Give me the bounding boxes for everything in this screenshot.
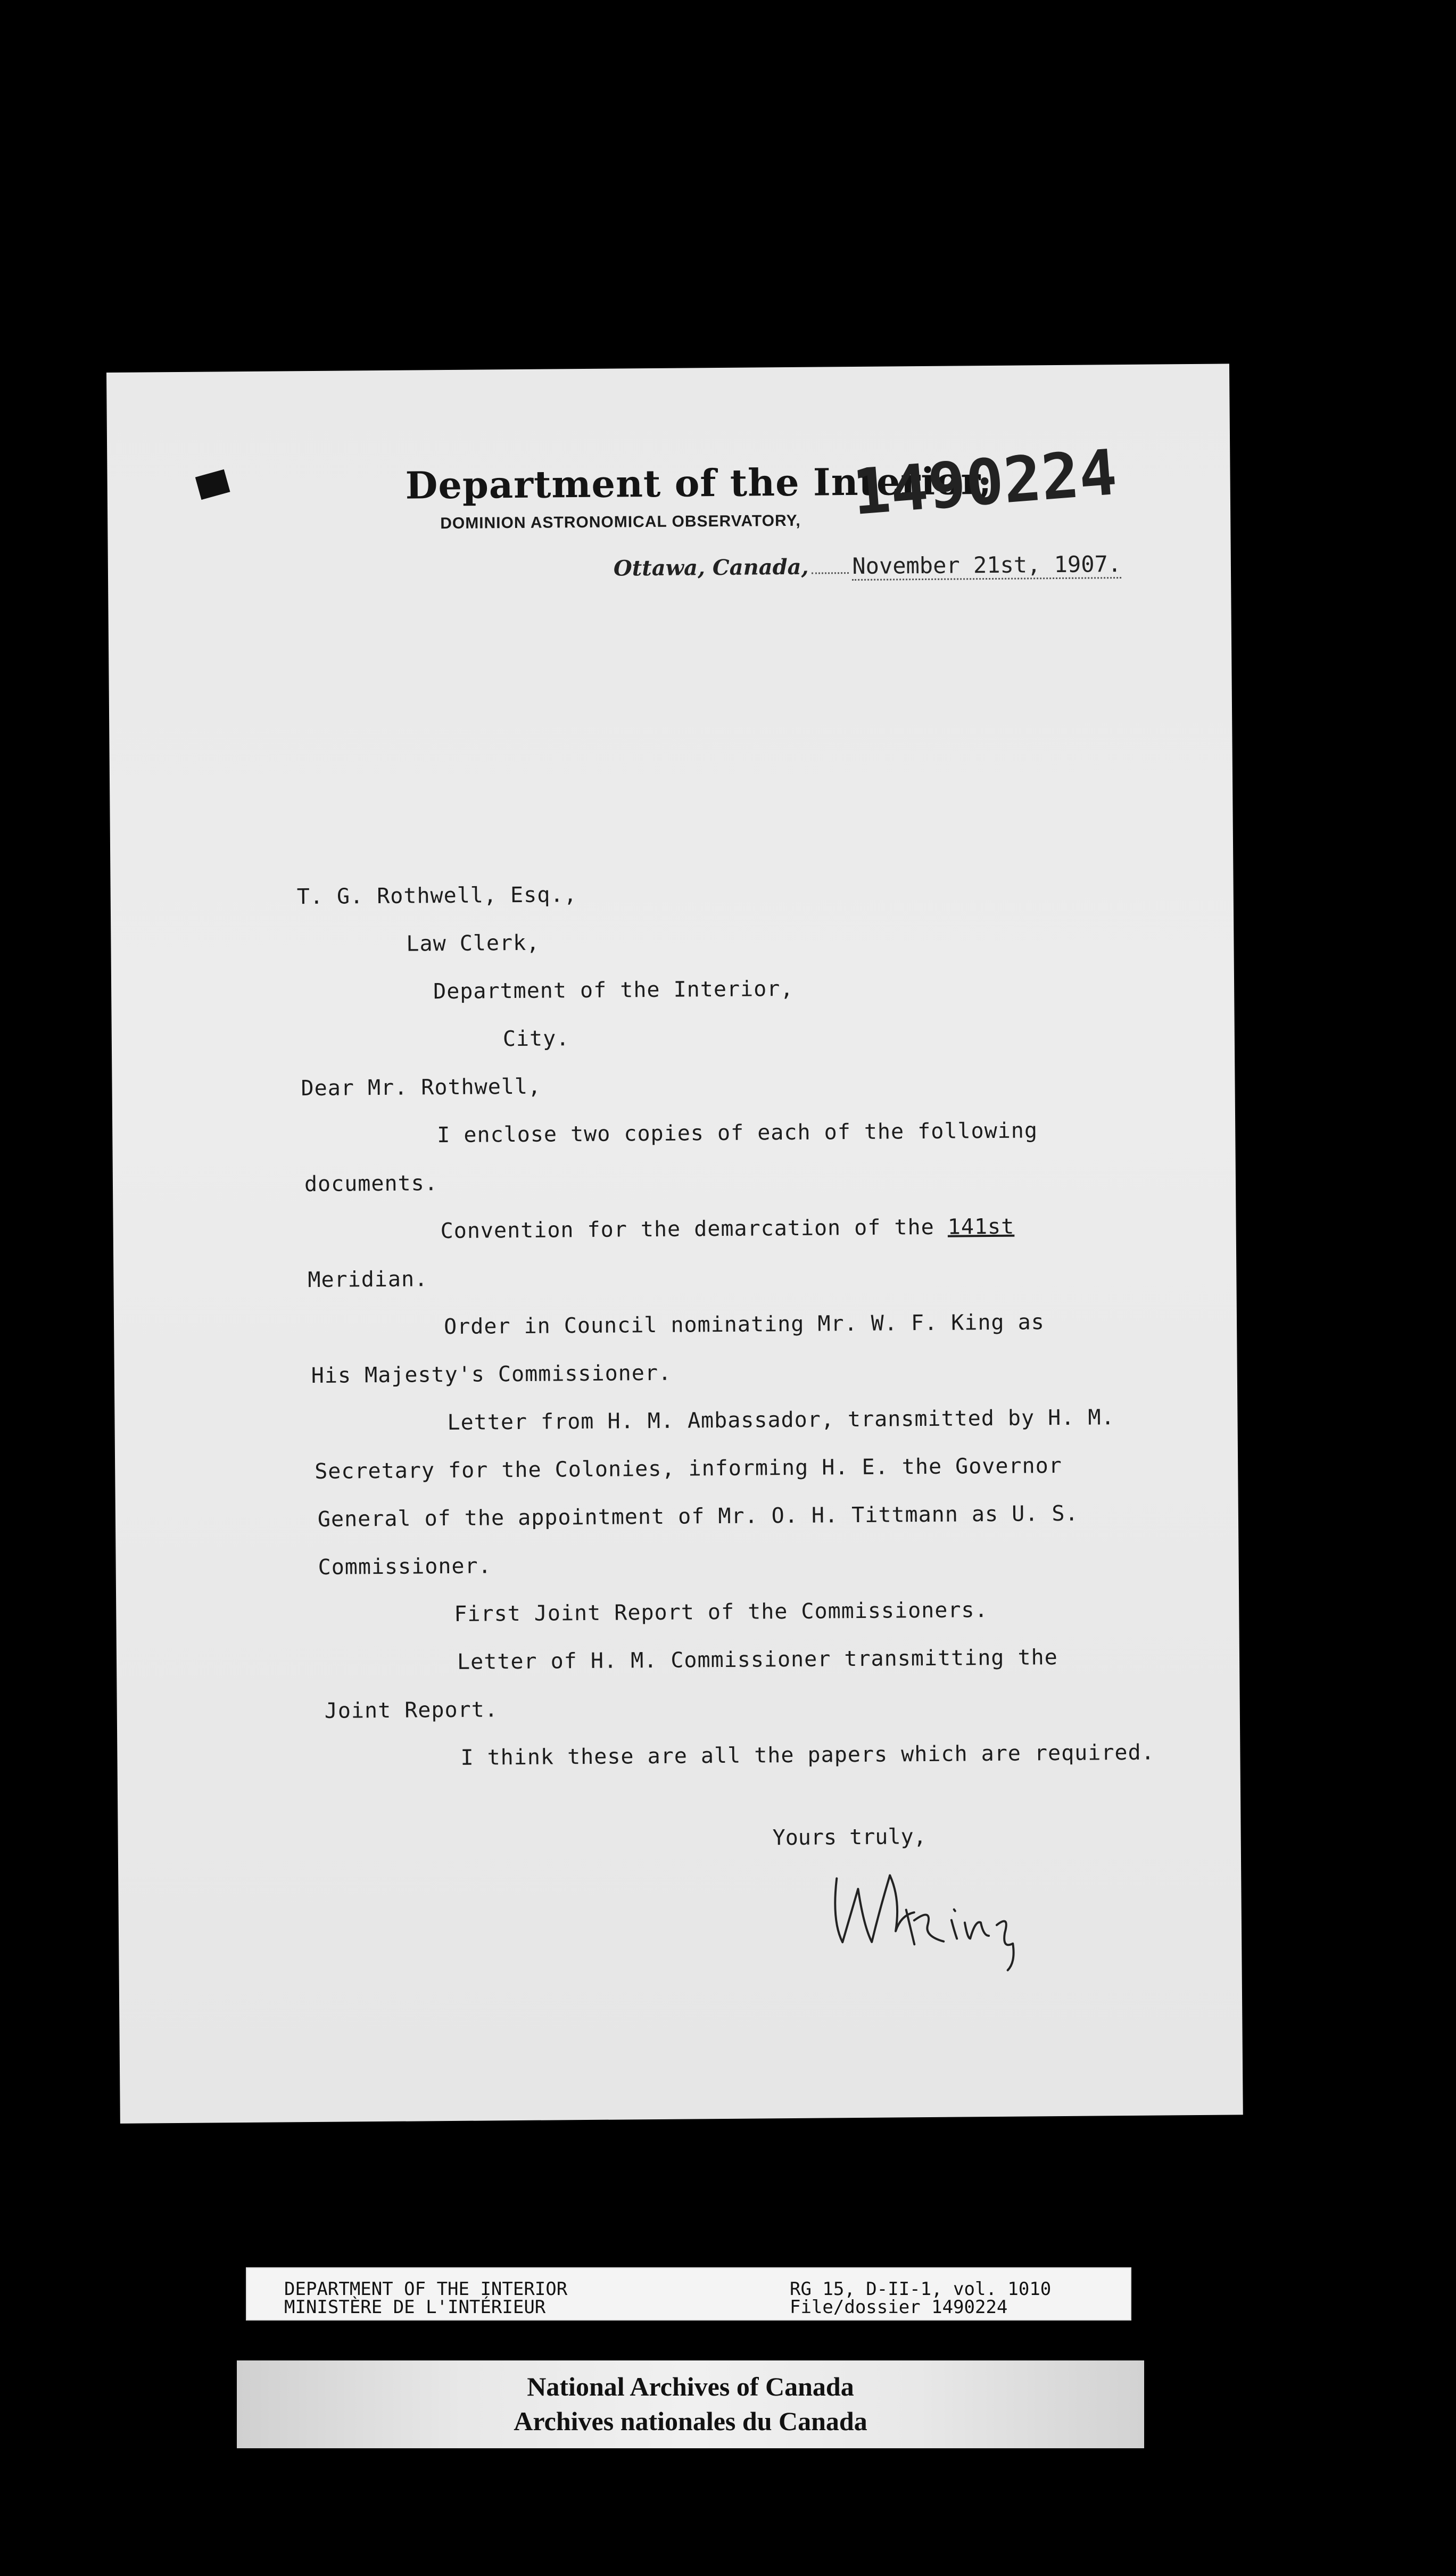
- paragraph-3-line-1: Order in Council nominating Mr. W. F. King as: [443, 1310, 1045, 1340]
- letter-date: November 21st, 1907.: [852, 551, 1121, 581]
- paragraph-5: First Joint Report of the Commissioners.: [454, 1598, 988, 1626]
- underlined-141st: 141st: [947, 1214, 1015, 1240]
- paragraph-7: I think these are all the papers which are required.: [460, 1740, 1155, 1770]
- archives-name-en: National Archives of Canada: [527, 2372, 854, 2401]
- paragraph-4-line-2: Secretary for the Colonies, informing H. E. the Governor: [315, 1453, 1062, 1484]
- letterhead-observatory: DOMINION ASTRONOMICAL OBSERVATORY,: [440, 511, 801, 533]
- paragraph-2-line-1: [441, 1215, 1015, 1243]
- address-line-4: City.: [502, 1026, 570, 1052]
- valediction: Yours truly,: [772, 1824, 926, 1851]
- paragraph-4-line-4: Commissioner.: [318, 1554, 492, 1580]
- label-department-names: [284, 2280, 567, 2316]
- letter-page: [106, 364, 1243, 2123]
- label-reference: [790, 2280, 1051, 2316]
- paragraph-4-line-1: Letter from H. M. Ambassador, transmitted by H. M.: [447, 1405, 1115, 1435]
- paragraph-3-line-2: His Majesty's Commissioner.: [311, 1360, 672, 1389]
- dept-name-en: DEPARTMENT OF THE INTERIOR: [284, 2278, 568, 2300]
- archive-file: File/dossier 1490224: [790, 2297, 1008, 2318]
- letterhead-place: Ottawa, Canada,: [613, 554, 809, 581]
- address-line-2: Law Clerk,: [406, 930, 540, 956]
- paragraph-6-line-1: Letter of H. M. Commissioner transmitting the: [457, 1645, 1058, 1674]
- dotted-leader: [812, 572, 849, 574]
- paragraph-1-line-1: I enclose two copies of each of the following: [437, 1118, 1038, 1148]
- archives-name-fr: Archives nationales du Canada: [514, 2406, 867, 2436]
- national-archives-label: [237, 2360, 1144, 2448]
- archive-reference-label: [246, 2267, 1131, 2321]
- paragraph-2-text: Convention for the demarcation of the: [440, 1215, 934, 1244]
- address-line-3: Department of the Interior,: [433, 976, 794, 1004]
- paragraph-6-line-2: Joint Report.: [324, 1697, 499, 1723]
- paragraph-4-line-3: General of the appointment of Mr. O. H. Tittmann as U. S.: [317, 1501, 1079, 1532]
- paragraph-2-line-2: Meridian.: [308, 1267, 428, 1293]
- file-number-stamp: 1490224: [850, 435, 1120, 530]
- paragraph-1-line-2: documents.: [304, 1171, 438, 1197]
- salutation: Dear Mr. Rothwell,: [301, 1074, 542, 1101]
- punch-hole-mark: [195, 469, 230, 500]
- address-line-1: T. G. Rothwell, Esq.,: [296, 882, 577, 910]
- dept-name-fr: MINISTÈRE DE L'INTÉRIEUR: [284, 2297, 546, 2318]
- handwritten-signature: [821, 1855, 1066, 1980]
- archive-ref: RG 15, D-II-1, vol. 1010: [790, 2278, 1052, 2300]
- letterhead-department: Department of the Interior,: [405, 458, 992, 508]
- place-date-line: [614, 551, 1122, 581]
